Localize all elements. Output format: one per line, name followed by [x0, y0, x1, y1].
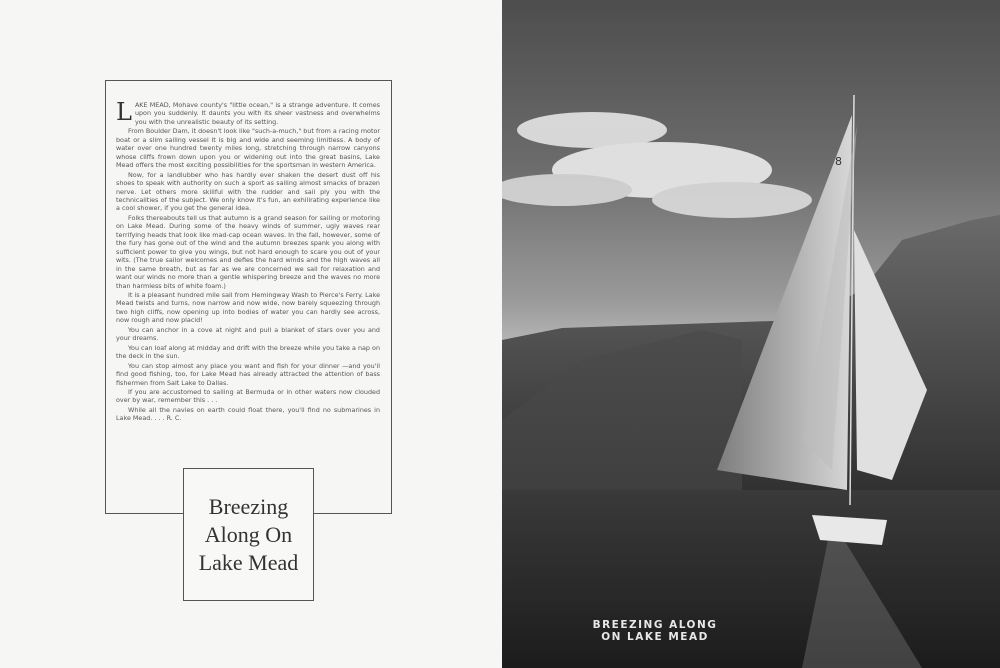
title-line: Lake Mead	[198, 549, 299, 575]
title-line: Breezing	[208, 493, 289, 519]
title-line: Along On	[204, 521, 293, 547]
article-title	[199, 493, 299, 577]
title-box	[183, 468, 314, 601]
article-paragraph: You can loaf along at midday and drift with the breeze while you take a nap on the deck in the sun.	[116, 343, 380, 361]
article-paragraph: Now, for a landlubber who has hardly ever shaken the desert dust off his shoes to speak with authority on such a sport as sailing almost smacks of brazen nerve. Let others more skillful with the rudder and sail ply you with the technicalities of the subject. We only know it's fun, an exhilirating experience like a cool shower, if you get the general idea.	[116, 170, 380, 213]
caption-line: ON LAKE MEAD	[601, 631, 709, 643]
article-paragraph: If you are accustomed to sailing at Bermuda or in other waters now clouded over by war, remember this . . .	[116, 387, 380, 405]
article-paragraph: While all the navies on earth could float there, you'll find no submarines in Lake Mead. . . . R. C.	[116, 405, 380, 423]
sailboat-photo	[502, 0, 1000, 668]
drop-cap: L	[116, 98, 132, 126]
article-paragraph	[116, 98, 380, 126]
sail-number: 8	[835, 155, 842, 168]
article-paragraph: You can anchor in a cove at night and pull a blanket of stars over you and your dreams.	[116, 325, 380, 343]
article-body	[116, 98, 380, 424]
clouds	[502, 112, 812, 218]
photo-caption	[560, 619, 750, 643]
article-paragraph: You can stop almost any place you want and fish for your dinner —and you'll find good fishing, too, for Lake Mead has already attracted the attention of bass fishermen from Salt Lake to Dallas.	[116, 361, 380, 387]
article-paragraph: It is a pleasant hundred mile sail from Hemingway Wash to Pierce's Ferry. Lake Mead twists and turns, now narrow and now wide, now barely squeezing through two high cliffs, now opening up into bodies of water you can hardly see across, now rough and now placid!	[116, 290, 380, 325]
article-paragraph: From Boulder Dam, it doesn't look like "such-a-much," but from a racing motor boat or a slim sailing vessel it is big and wide and seeming limitless. A body of water over one hundred twenty miles long, stretching through narrow canyons whose cliffs frown down upon you or widening out into the great basins, Lake Mead offers the most exciting possibilities for the sportsman in western America.	[116, 127, 380, 170]
photo-illustration	[502, 0, 1000, 668]
article-paragraph: Folks thereabouts tell us that autumn is a grand season for sailing or motoring on Lake Mead. During some of the heavy winds of summer, ugly waves rear terrifying heads that look like mad-cap ocean waves. In the fall, however, some of the fury has gone out of the wind and the autumn breezes spank you along with sufficient power to give you wings, but not hard enough to scare you out of your wits. (The true sailor welcomes and defies the hard winds and the high waves all in the same breath, but as far as we are concerned we sail for relaxation and want our winds no more than a gentle whispering breeze and the waves no more than harmless bits of white foam.)	[116, 213, 380, 290]
caption-line: BREEZING ALONG	[592, 619, 718, 631]
paragraph-text: AKE MEAD, Mohave county's "little ocean," is a strange adventure. It comes upon you suddenly. It daunts you with its sheer vastness and overwhelms you with the unrealistic beauty of its setting.	[134, 101, 380, 126]
